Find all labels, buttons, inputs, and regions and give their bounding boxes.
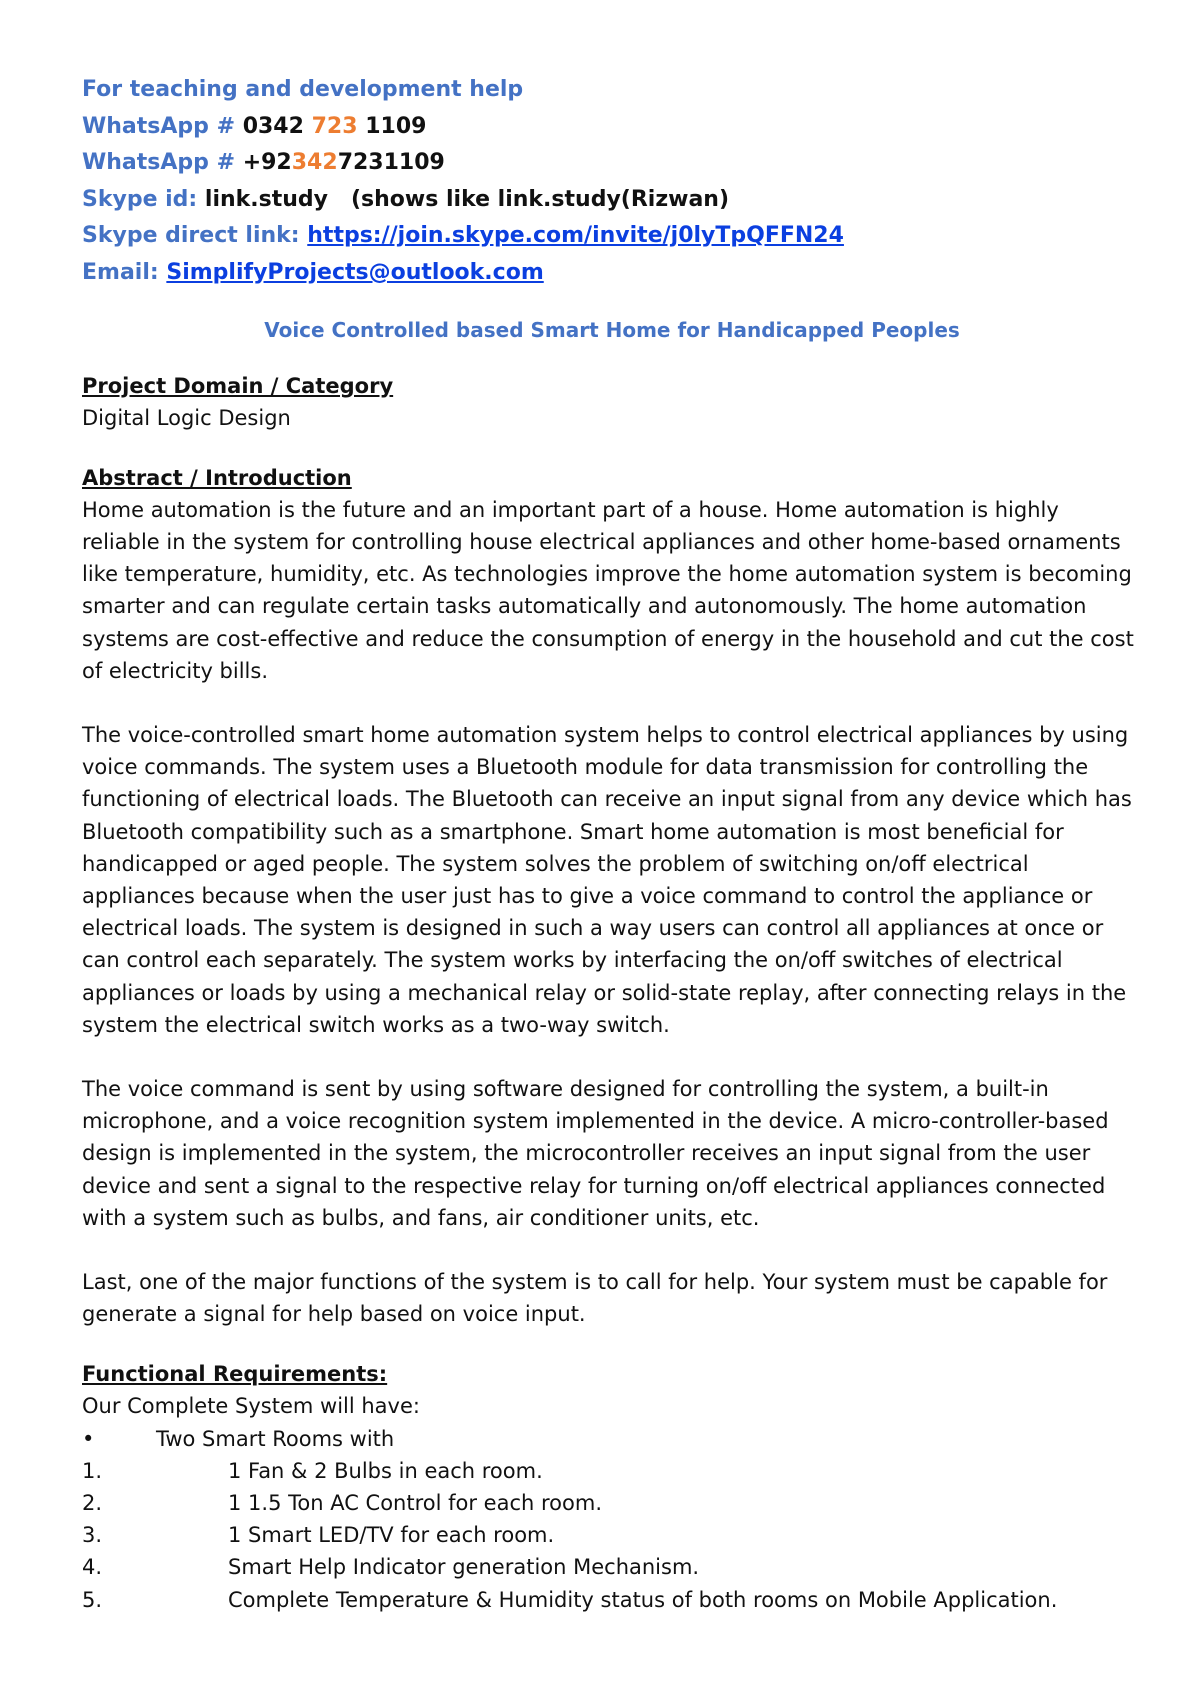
domain-heading: Project Domain / Category	[82, 373, 394, 398]
whatsapp-number-part: 723	[311, 113, 358, 139]
skype-label: Skype id:	[82, 186, 198, 212]
abstract-heading: Abstract / Introduction	[82, 465, 352, 490]
functional-heading: Functional Requirements:	[82, 1362, 388, 1387]
skype-link[interactable]: https://join.skype.com/invite/j0lyTpQFFN24	[307, 223, 844, 249]
help-line: For teaching and development help	[82, 77, 524, 102]
requirements-list	[82, 1423, 1142, 1616]
abstract-paragraph: The voice command is sent by using software designed for controlling the system, a built-in microphone, and a voice recognition system implemented in the device. A micro-controller-based design is implemented in the system, the microcontroller receives an input signal from the user device and sent a signal to the respective relay for turning on/off electrical appliances connected with a system such as bulbs, and fans, air conditioner units, etc.	[82, 1077, 1109, 1230]
list-item	[82, 1423, 1142, 1455]
skype-link-line	[82, 218, 1142, 255]
whatsapp-number-part: +92	[242, 150, 292, 176]
skype-id: link.study (shows like link.study(Rizwan)	[204, 186, 730, 212]
functional-intro: Our Complete System will have:	[82, 1394, 420, 1419]
abstract-paragraph: Home automation is the future and an important part of a house. Home automation is highly reliable in the system for controlling house electrical appliances and other home-based ornaments like temperature, humidity, etc. As technologies improve the home automation system is becoming smarter and can regulate certain tasks automatically and autonomously. The home automation systems are cost-effective and reduce the consumption of energy in the household and cut the cost of electricity bills.	[82, 497, 1134, 683]
list-item-text: 1 Fan & 2 Bulbs in each room.	[228, 1458, 543, 1483]
abstract-paragraph: Last, one of the major functions of the system is to call for help. Your system must be capable for generate a signal for help based on voice input.	[82, 1270, 1108, 1327]
list-number: 4.	[82, 1555, 103, 1580]
list-number: 3.	[82, 1523, 103, 1548]
whatsapp-line-1	[82, 109, 1142, 146]
bullet-marker: •	[82, 1426, 95, 1451]
whatsapp-number-part: 1109	[365, 113, 427, 139]
document-page	[82, 72, 1142, 1616]
whatsapp-label: WhatsApp #	[82, 150, 236, 176]
list-item	[82, 1487, 1142, 1519]
list-item	[82, 1584, 1142, 1616]
skype-link-label: Skype direct link:	[82, 223, 300, 249]
domain-value: Digital Logic Design	[82, 405, 291, 430]
email-label: Email:	[82, 259, 159, 285]
list-item-text: 1 Smart LED/TV for each room.	[228, 1523, 555, 1548]
list-number: 1.	[82, 1458, 103, 1483]
list-item	[82, 1455, 1142, 1487]
list-item-text: Smart Help Indicator generation Mechanism.	[228, 1555, 700, 1580]
list-item-text: Two Smart Rooms with	[156, 1426, 395, 1451]
whatsapp-label: WhatsApp #	[82, 113, 236, 139]
whatsapp-number-part: 0342	[242, 113, 304, 139]
list-number: 5.	[82, 1587, 103, 1612]
document-title: Voice Controlled based Smart Home for Handicapped Peoples	[264, 317, 960, 342]
list-item-text: Complete Temperature & Humidity status of both rooms on Mobile Application.	[228, 1587, 1058, 1612]
list-item	[82, 1519, 1142, 1551]
contact-block	[82, 72, 1142, 292]
list-item	[82, 1551, 1142, 1583]
whatsapp-number-part: 342	[291, 150, 338, 176]
skype-id-line	[82, 182, 1142, 219]
whatsapp-number-part: 7231109	[337, 150, 445, 176]
list-item-text: 1 1.5 Ton AC Control for each room.	[228, 1491, 602, 1516]
abstract-paragraph: The voice-controlled smart home automation system helps to control electrical appliances by using voice commands. The system uses a Bluetooth module for data transmission for controlling the functioning of electrical loads. The Bluetooth can receive an input signal from any device which has Bluetooth compatibility such as a smartphone. Smart home automation is most beneficial for handicapped or aged people. The system solves the problem of switching on/off electrical appliances because when the user just has to give a voice command to control the appliance or electrical loads. The system is designed in such a way users can control all appliances at once or can control each separately. The system works by interfacing the on/off switches of electrical appliances or loads by using a mechanical relay or solid-state replay, after connecting relays in the system the electrical switch works as a two-way switch.	[82, 722, 1132, 1037]
whatsapp-line-2	[82, 145, 1142, 182]
email-link[interactable]: SimplifyProjects@outlook.com	[166, 259, 544, 285]
email-line	[82, 255, 1142, 292]
list-number: 2.	[82, 1491, 103, 1516]
